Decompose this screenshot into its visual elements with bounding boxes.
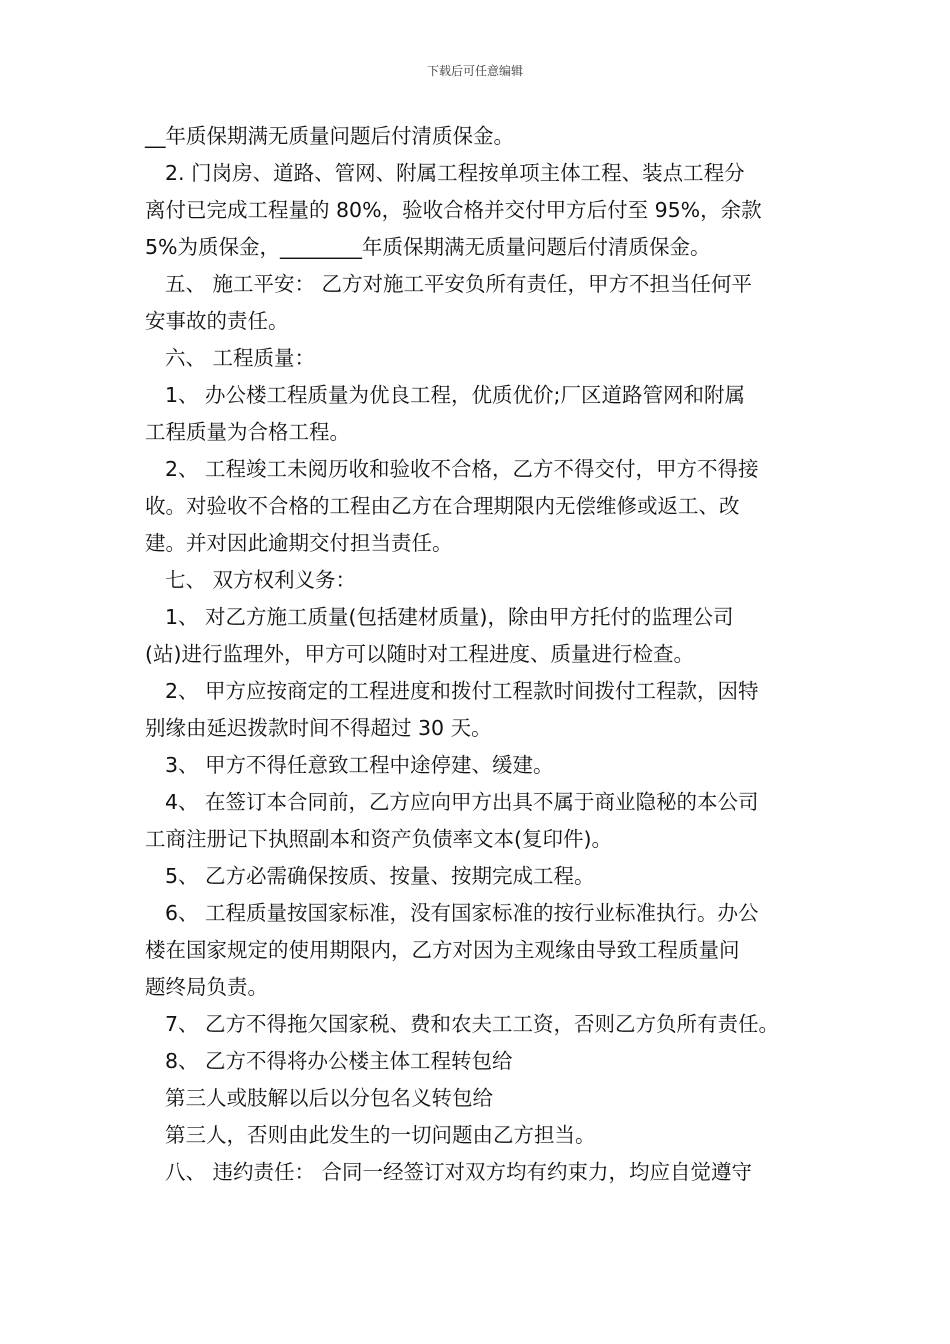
text-line: 6、 工程质量按国家标准，没有国家标准的按行业标准执行。办公 [165,901,759,925]
text-line: 五、 施工平安： 乙方对施工平安负所有责任，甲方不担当任何平 [165,272,753,296]
text-line: 2、 甲方应按商定的工程进度和拨付工程款时间拨付工程款，因特 [165,679,759,703]
text-line: 收。对验收不合格的工程由乙方在合理期限内无偿维修或返工、改 [145,494,740,518]
text-line: 1、 办公楼工程质量为优良工程，优质优价;厂区道路管网和附属 [165,383,745,407]
text-line: 六、 工程质量： [165,346,316,370]
page-header-note: 下载后可任意编辑 [426,64,523,78]
text-line: 八、 违约责任： 合同一经签订对双方均有约束力，均应自觉遵守 [165,1160,753,1184]
text-line: 题终局负责。 [145,975,268,999]
text-line: 4、 在签订本合同前，乙方应向甲方出具不属于商业隐秘的本公司 [165,790,759,814]
text-line: 3、 甲方不得任意致工程中途停建、缓建。 [165,753,554,777]
text-line: 安事故的责任。 [145,309,289,333]
text-line: 1、 对乙方施工质量(包括建材质量)，除由甲方托付的监理公司 [165,605,734,629]
text-line: 离付已完成工程量的 80%，验收合格并交付甲方后付至 95%，余款 [145,198,762,222]
text-line: __年质保期满无质量问题后付清质保金。 [145,124,514,148]
text-line: 楼在国家规定的使用期限内，乙方对因为主观缘由导致工程质量问 [145,938,740,962]
text-line: 别缘由延迟拨款时间不得超过 30 天。 [145,716,492,740]
text-line: 工程质量为合格工程。 [145,420,350,444]
text-line: 5%为质保金，________年质保期满无质量问题后付清质保金。 [145,235,711,259]
text-line: 7、 乙方不得拖欠国家税、费和农夫工工资，否则乙方负所有责任。 [165,1012,780,1036]
text-line: (站)进行监理外，甲方可以随时对工程进度、质量进行检查。 [145,642,694,666]
text-line: 建。并对因此逾期交付担当责任。 [145,531,453,555]
text-line: 2. 门岗房、道路、管网、附属工程按单项主体工程、装点工程分 [165,161,745,185]
text-line: 5、 乙方必需确保按质、按量、按期完成工程。 [165,864,595,888]
text-line: 工商注册记下执照副本和资产负债率文本(复印件)。 [145,827,612,851]
text-line: 2、 工程竣工未阅历收和验收不合格，乙方不得交付，甲方不得接 [165,457,759,481]
text-line: 七、 双方权利义务： [165,568,357,592]
document-body [145,118,815,1191]
text-line: 8、 乙方不得将办公楼主体工程转包给 [165,1049,513,1073]
text-line: 第三人，否则由此发生的一切问题由乙方担当。 [165,1123,596,1147]
text-line: 第三人或肢解以后以分包名义转包给 [165,1086,493,1110]
